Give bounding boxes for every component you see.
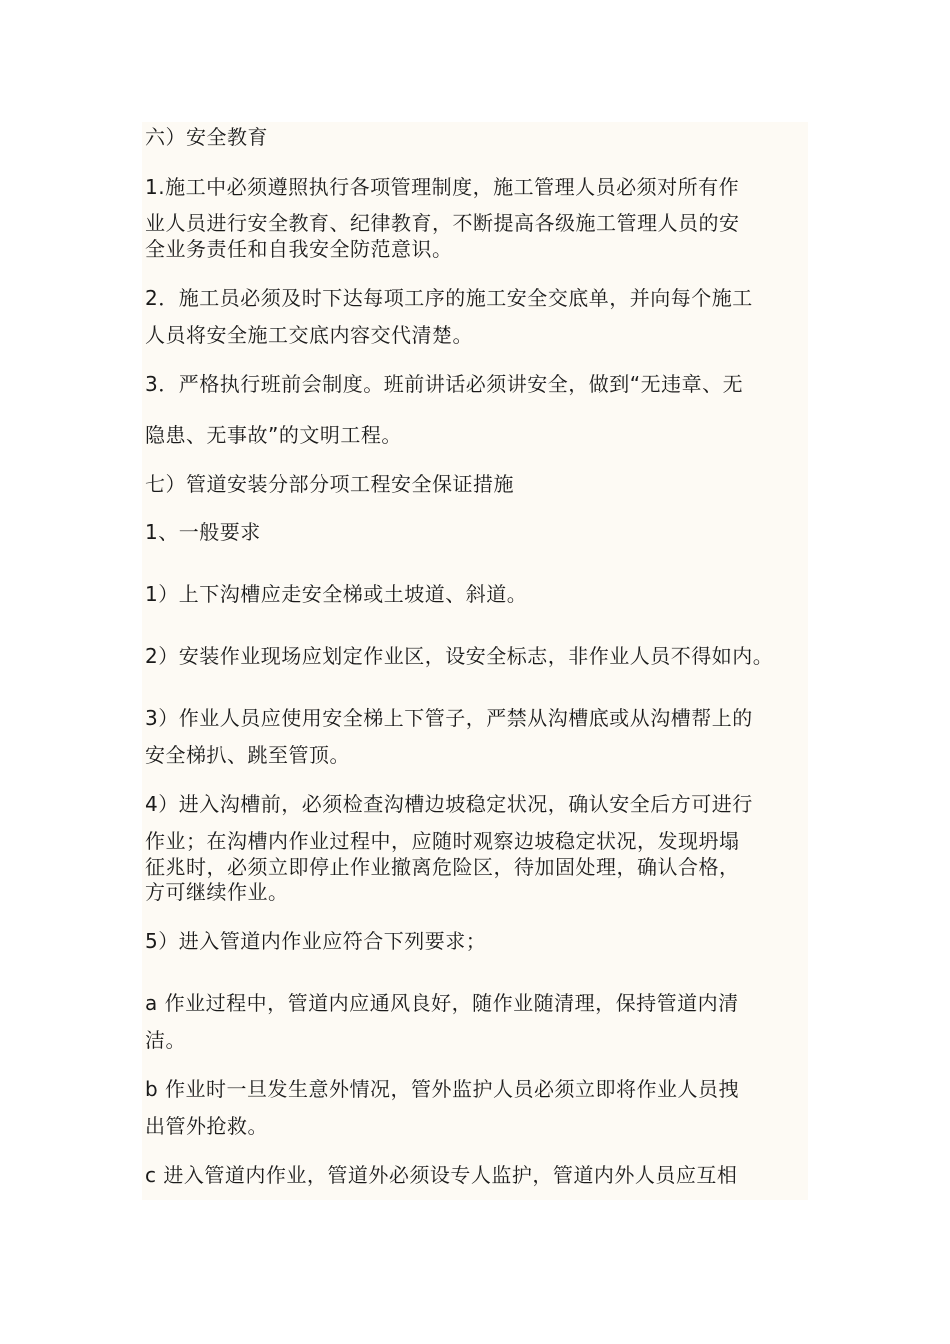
list-item: 3）作业人员应使用安全梯上下管子，严禁从沟槽底或从沟槽帮上的 (145, 706, 753, 730)
paragraph-line: 3．严格执行班前会制度。班前讲话必须讲安全，做到“无违章、无 (145, 372, 744, 396)
sub-list-item-continuation: 洁。 (145, 1028, 186, 1052)
paragraph-line: 全业务责任和自我安全防范意识。 (145, 237, 453, 261)
sub-list-item: b 作业时一旦发生意外情况，管外监护人员必须立即将作业人员拽 (145, 1077, 740, 1101)
paragraph-line: 2．施工员必须及时下达每项工序的施工安全交底单，并向每个施工 (145, 286, 753, 310)
list-item: 2）安装作业现场应划定作业区，设安全标志，非作业人员不得如内。 (145, 644, 774, 668)
list-item-continuation: 征兆时，必须立即停止作业撤离危险区，待加固处理，确认合格， (145, 855, 740, 879)
subsection-heading-general-requirements: 1、一般要求 (145, 520, 261, 544)
paragraph-line: 业人员进行安全教育、纪律教育，不断提高各级施工管理人员的安 (145, 211, 740, 235)
sub-list-item-continuation: 出管外抢救。 (145, 1114, 268, 1138)
paragraph-line: 隐患、无事故”的文明工程。 (145, 423, 402, 447)
paragraph-line: 人员将安全施工交底内容交代清楚。 (145, 323, 473, 347)
sub-list-item: a 作业过程中，管道内应通风良好，随作业随清理，保持管道内清 (145, 991, 739, 1015)
section-heading-pipeline-safety: 七）管道安装分部分项工程安全保证措施 (145, 472, 514, 496)
list-item-continuation: 作业；在沟槽内作业过程中，应随时观察边坡稳定状况，发现坍塌 (145, 829, 740, 853)
section-heading-safety-education: 六）安全教育 (145, 125, 268, 149)
list-item: 5）进入管道内作业应符合下列要求； (145, 929, 487, 953)
list-item: 1）上下沟槽应走安全梯或土坡道、斜道。 (145, 582, 528, 606)
list-item: 4）进入沟槽前，必须检查沟槽边坡稳定状况，确认安全后方可进行 (145, 792, 753, 816)
sub-list-item: c 进入管道内作业，管道外必须设专人监护，管道内外人员应互相 (145, 1163, 738, 1187)
list-item-continuation: 方可继续作业。 (145, 880, 289, 904)
list-item-continuation: 安全梯扒、跳至管顶。 (145, 743, 350, 767)
paragraph-line: 1.施工中必须遵照执行各项管理制度，施工管理人员必须对所有作 (145, 175, 740, 199)
